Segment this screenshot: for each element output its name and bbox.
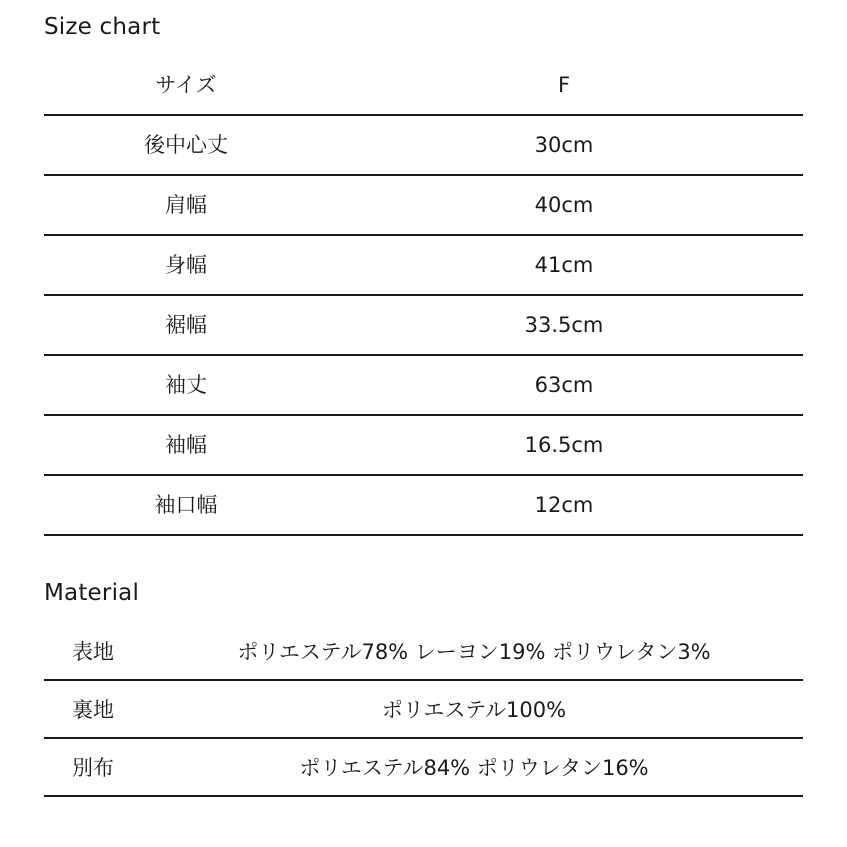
size-row-value: 12cm: [534, 493, 594, 517]
size-row-label: 袖口幅: [154, 493, 218, 517]
size-row-value: 63cm: [534, 373, 594, 397]
size-chart-table: [44, 56, 803, 536]
size-row-cuff-width: [44, 474, 803, 536]
material-title: Material: [44, 580, 140, 606]
size-row-sleeve-length: [44, 354, 803, 414]
material-row-label: 表地: [72, 640, 114, 664]
material-row-value: ポリエステル78% レーヨン19% ポリウレタン3%: [237, 640, 711, 664]
size-chart-title: Size chart: [44, 14, 161, 40]
size-row-value: 16.5cm: [524, 433, 604, 457]
size-row-value: 33.5cm: [524, 313, 604, 337]
material-row-value: ポリエステル100%: [381, 698, 567, 722]
size-row-label: 裾幅: [165, 313, 207, 337]
size-row-body-width: [44, 234, 803, 294]
size-row-label: 袖丈: [165, 373, 207, 397]
material-table: [44, 623, 803, 797]
size-header-value: F: [557, 73, 571, 97]
material-row-label: 別布: [72, 756, 114, 780]
size-row-label: 肩幅: [165, 193, 207, 217]
size-row-label: 身幅: [165, 253, 207, 277]
size-row-shoulder-width: [44, 174, 803, 234]
size-header-label: サイズ: [155, 73, 217, 97]
size-row-label: 袖幅: [165, 433, 207, 457]
material-row-label: 裏地: [72, 698, 114, 722]
material-row-other-fabric: [44, 739, 803, 797]
size-row-value: 41cm: [534, 253, 594, 277]
size-row-value: 40cm: [534, 193, 594, 217]
size-chart-header-row: [44, 56, 803, 114]
material-row-lining: [44, 681, 803, 739]
size-row-label: 後中心丈: [144, 133, 228, 157]
material-row-value: ポリエステル84% ポリウレタン16%: [299, 756, 649, 780]
size-row-sleeve-width: [44, 414, 803, 474]
size-row-back-length: [44, 114, 803, 174]
size-row-value: 30cm: [534, 133, 594, 157]
material-row-outer: [44, 623, 803, 681]
size-row-hem-width: [44, 294, 803, 354]
